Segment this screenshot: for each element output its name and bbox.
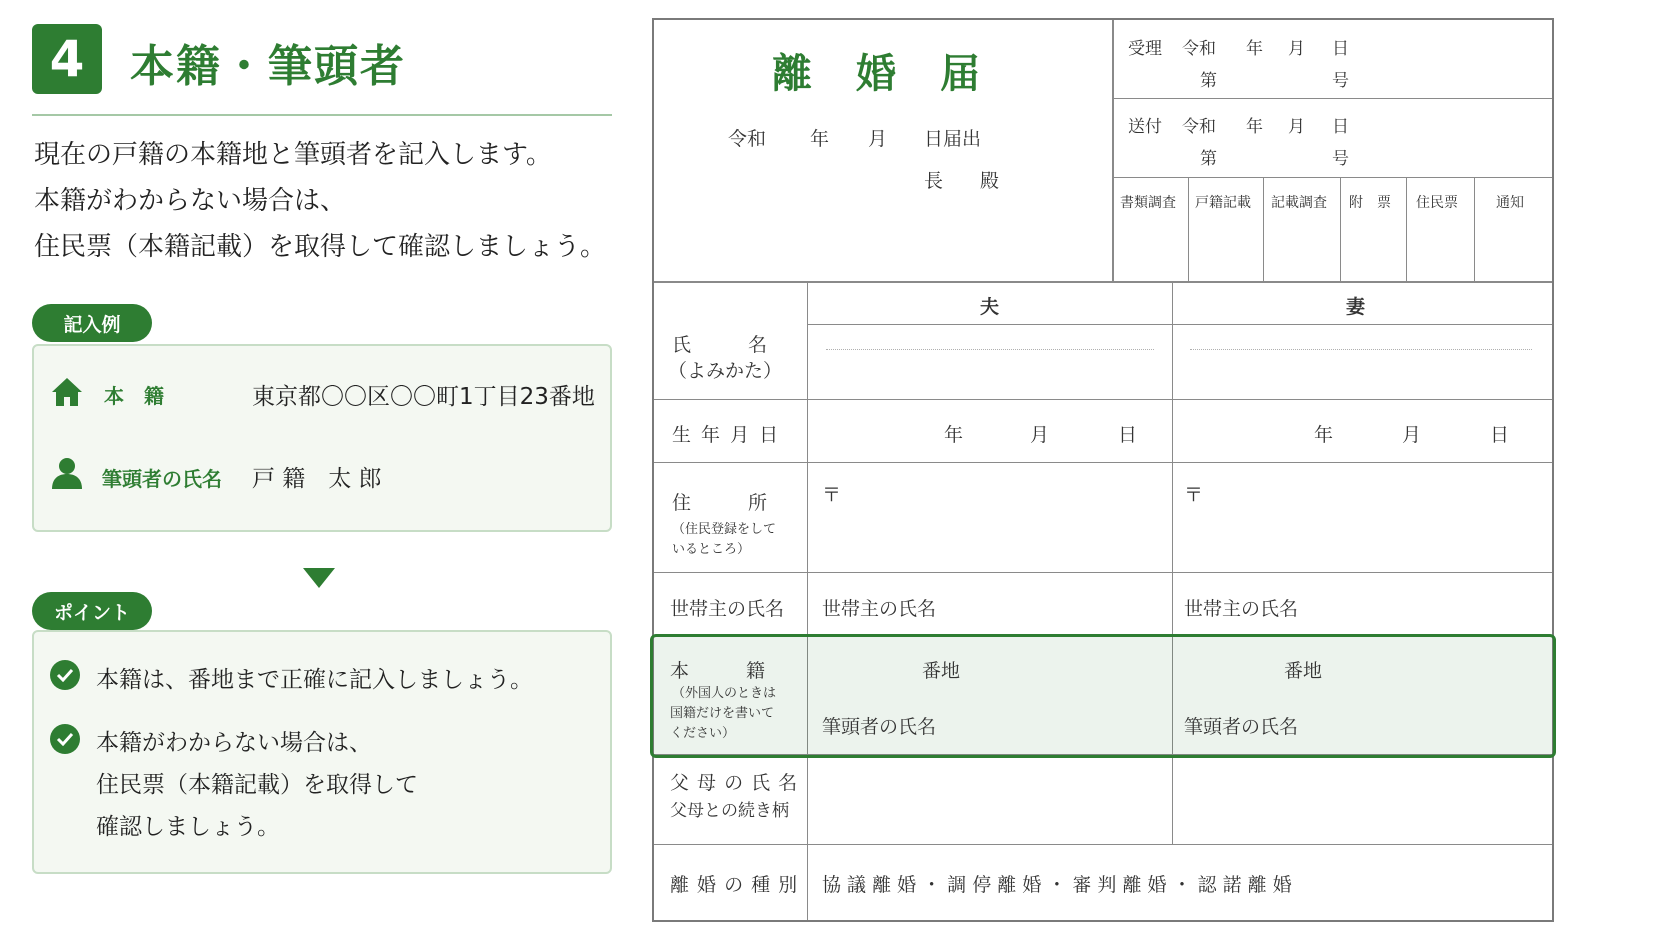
home-icon [50,376,84,412]
office-col-kisai: 記載調査 [1271,195,1327,211]
wife-header: 妻 [1346,296,1366,318]
name-row-sub: （よみかた） [668,360,783,382]
address-row-sub-1: （住民登録をして [672,522,777,537]
date-filed: 日届出 [924,128,982,150]
down-arrow-icon [303,568,335,588]
point-2-line-1: 本籍がわからない場合は、 [96,730,372,756]
hittousha-example-value: 戸 籍 太 郎 [252,466,382,492]
section-title: 本籍・筆頭者 [130,41,406,92]
husband-postal-mark: 〒 [822,484,842,506]
divorce-form [652,18,1554,922]
office-col-juminhyo: 住民票 [1416,195,1458,211]
wife-birth-month: 月 [1402,424,1422,446]
date-era: 令和 [728,128,767,150]
check-icon [50,660,80,690]
address-row-label: 住 所 [672,492,768,514]
husband-birth-month: 月 [1030,424,1050,446]
sofu-month: 月 [1288,117,1305,137]
husband-header: 夫 [980,296,1000,318]
husband-birth-year: 年 [944,424,964,446]
birth-row-label: 生 年 月 日 [672,424,781,446]
points-label: ポイント [32,592,152,630]
honseki-row-sub-1: （外国人のときは [672,686,777,701]
honseki-row-label: 本 籍 [670,660,766,682]
name-row-label: 氏 名 [672,334,768,356]
point-2-line-2: 住民票（本籍記載）を取得して [96,772,418,798]
address-row-sub-2: いるところ） [672,542,751,557]
wife-birth-year: 年 [1314,424,1334,446]
honseki-row-highlight [650,634,1556,758]
date-month: 月 [868,128,888,150]
addressee-dono: 殿 [980,170,1000,192]
honseki-example-label: 本 籍 [104,384,164,408]
wife-householder: 世帯主の氏名 [1184,598,1299,620]
divorce-type-label: 離 婚 の 種 別 [670,874,799,896]
divorce-type-options: 協 議 離 婚 ・ 調 停 離 婚 ・ 審 判 離 婚 ・ 認 諾 離 婚 [822,874,1292,896]
sofu-go: 号 [1332,149,1349,169]
juri-month: 月 [1288,39,1305,59]
honseki-row-sub-3: ください） [670,726,736,741]
office-col-tsuchi: 通知 [1496,195,1524,211]
wife-banchi: 番地 [1284,660,1323,682]
parents-row-label: 父 母 の 氏 名 [670,772,799,794]
juri-dai: 第 [1200,71,1217,91]
juri-go: 号 [1332,71,1349,91]
parents-row-sub: 父母との続き柄 [670,801,789,821]
office-col-koseki: 戸籍記載 [1195,195,1251,211]
husband-householder: 世帯主の氏名 [822,598,937,620]
honseki-row-sub-2: 国籍だけを書いて [670,706,775,721]
date-year: 年 [810,128,830,150]
title-divider [32,114,612,116]
wife-postal-mark: 〒 [1184,484,1204,506]
juri-day: 日 [1332,39,1349,59]
sofu-year: 年 [1246,117,1263,137]
description-line-3: 住民票（本籍記載）を取得して確認しましょう。 [34,232,607,262]
person-icon [50,456,84,494]
check-icon [50,724,80,754]
honseki-example-value: 東京都〇〇区〇〇町1丁目23番地 [252,384,595,410]
sofu-label: 送付 [1128,117,1162,137]
description-line-1: 現在の戸籍の本籍地と筆頭者を記入します。 [34,140,552,170]
step-number-badge: 4 [32,24,102,94]
sofu-day: 日 [1332,117,1349,137]
hittousha-example-label: 筆頭者の氏名 [102,467,222,491]
husband-hittousha: 筆頭者の氏名 [822,716,937,738]
sofu-era: 令和 [1182,117,1216,137]
wife-hittousha: 筆頭者の氏名 [1184,716,1299,738]
example-label: 記入例 [32,304,152,342]
juri-era: 令和 [1182,39,1216,59]
form-title: 離 婚 届 [772,51,982,97]
husband-banchi: 番地 [922,660,961,682]
juri-year: 年 [1246,39,1263,59]
point-1-text: 本籍は、番地まで正確に記入しましょう。 [96,667,533,693]
description-line-2: 本籍がわからない場合は、 [34,186,347,216]
sofu-dai: 第 [1200,149,1217,169]
juri-label: 受理 [1128,39,1162,59]
householder-row-label: 世帯主の氏名 [670,598,785,620]
office-col-fuhyo: 附 票 [1349,195,1391,211]
point-2-line-3: 確認しましょう。 [96,814,280,840]
wife-birth-day: 日 [1490,424,1510,446]
addressee-chief: 長 [924,170,944,192]
office-col-shorui: 書類調査 [1120,195,1176,211]
husband-birth-day: 日 [1118,424,1138,446]
example-card [32,344,612,532]
